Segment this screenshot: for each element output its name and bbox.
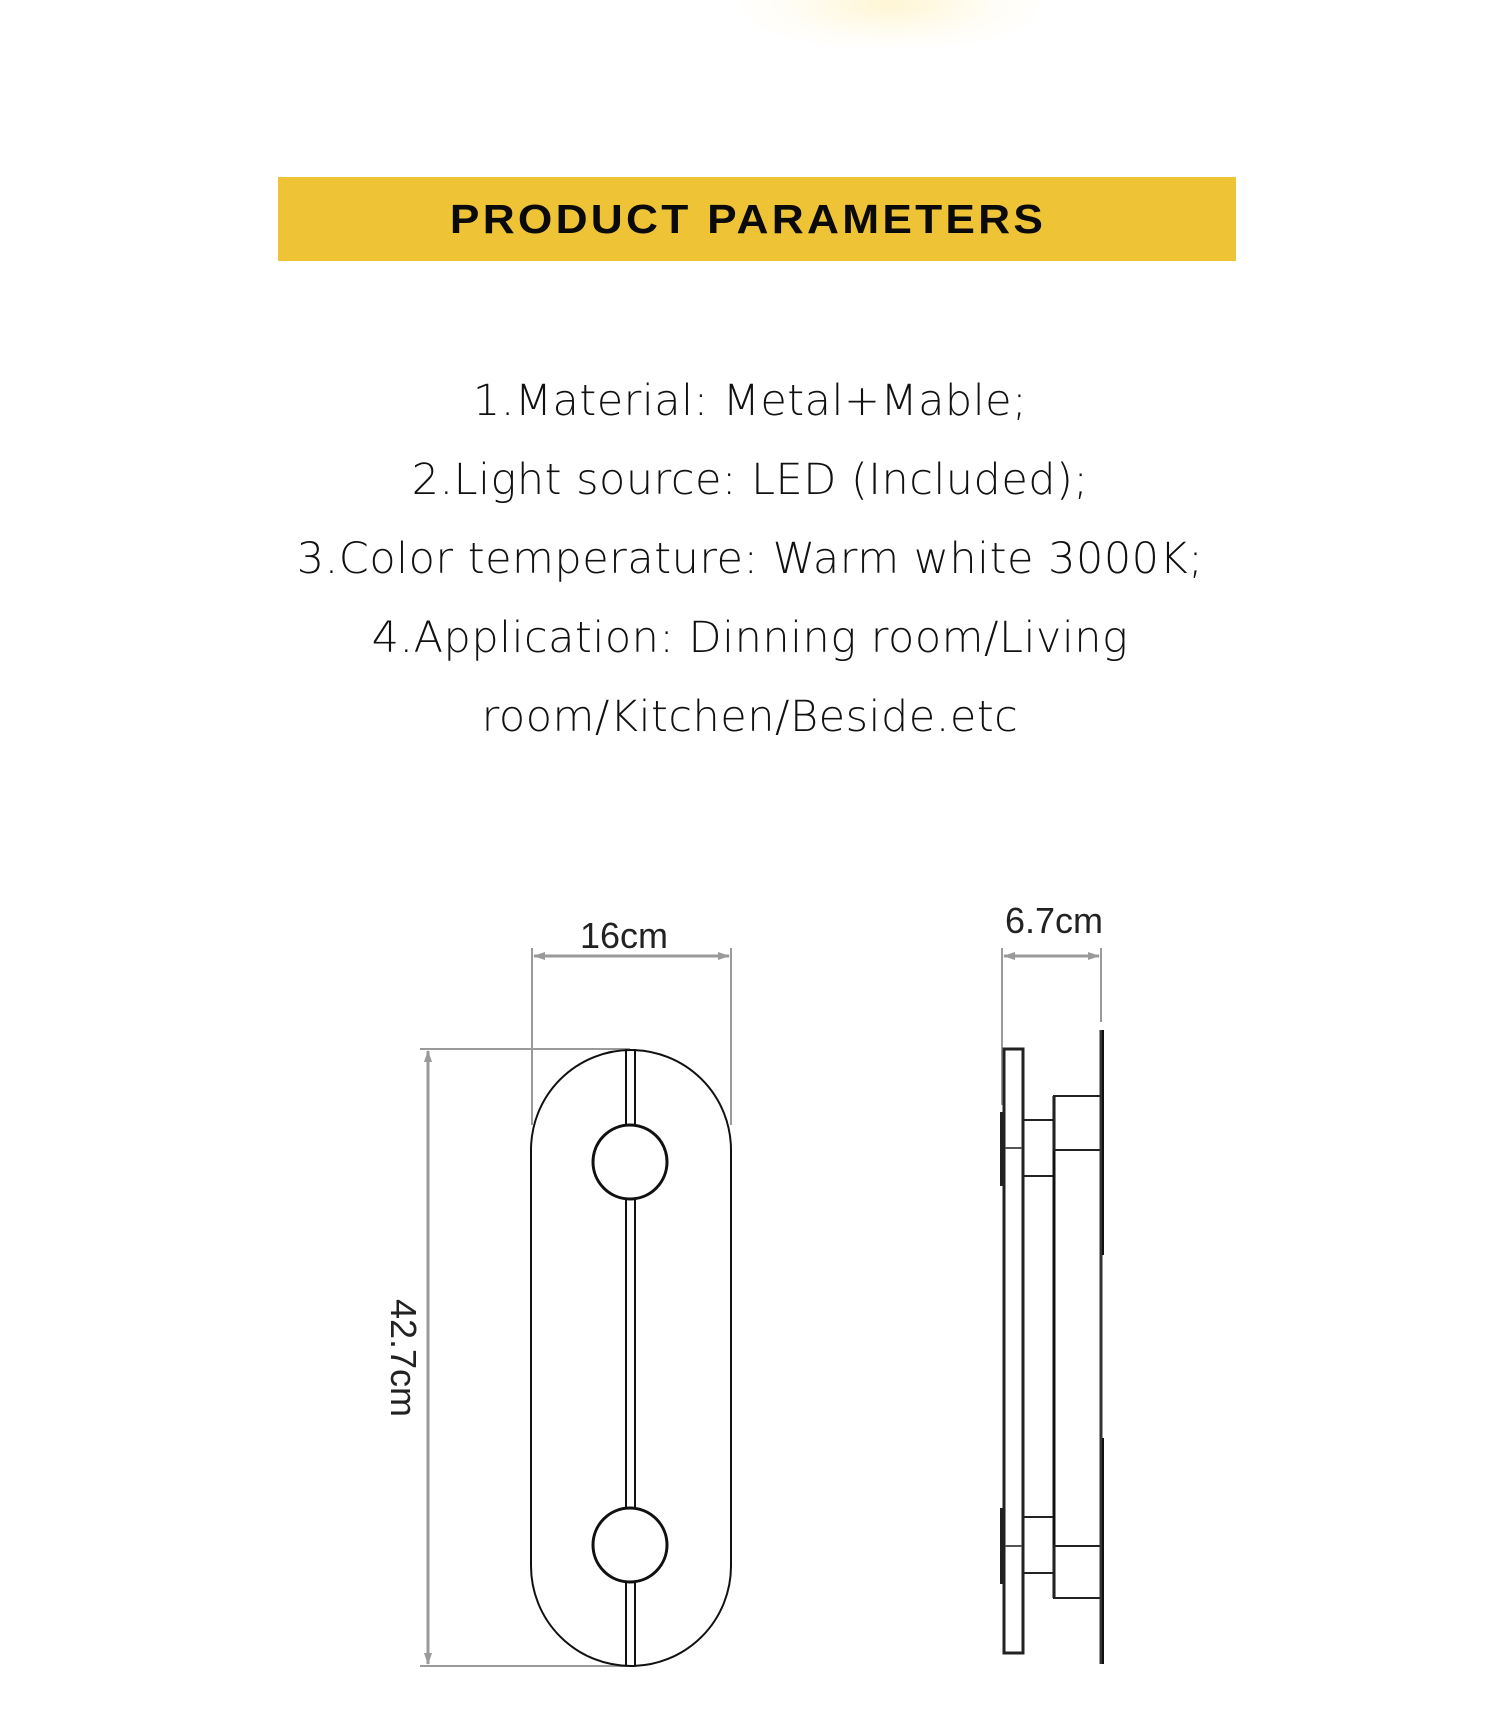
wall-mount-bottom xyxy=(1054,1546,1101,1598)
depth-dimension xyxy=(1002,900,1103,1105)
param-application: 4.Application: Dinning room/Living xyxy=(371,613,1129,663)
param-color-temperature: 3.Color temperature: Warm white 3000K; xyxy=(296,534,1204,584)
banner-title: PRODUCT PARAMETERS xyxy=(449,195,1047,242)
width-label: 16cm xyxy=(579,915,669,956)
param-light-source: 2.Light source: LED (Included); xyxy=(411,455,1089,505)
depth-label: 6.7cm xyxy=(1004,900,1104,941)
connector-bottom xyxy=(1023,1517,1054,1573)
bulb-top xyxy=(593,1125,667,1199)
param-material: 1.Material: Metal+Mable; xyxy=(472,376,1028,426)
height-label: 42.7cm xyxy=(383,1298,424,1418)
wall-mount-top xyxy=(1054,1096,1101,1150)
bulb-cap-bottom xyxy=(1000,1508,1005,1584)
bulb-bottom xyxy=(593,1508,667,1582)
width-dimension xyxy=(532,915,731,1125)
connector-top xyxy=(1023,1120,1054,1176)
front-plate xyxy=(1004,1049,1023,1653)
height-dimension xyxy=(383,1049,630,1666)
front-view xyxy=(383,915,731,1666)
param-application-continued: room/Kitchen/Beside.etc xyxy=(481,692,1019,742)
side-view xyxy=(1000,900,1103,1664)
bulb-cap-top xyxy=(1000,1112,1005,1186)
